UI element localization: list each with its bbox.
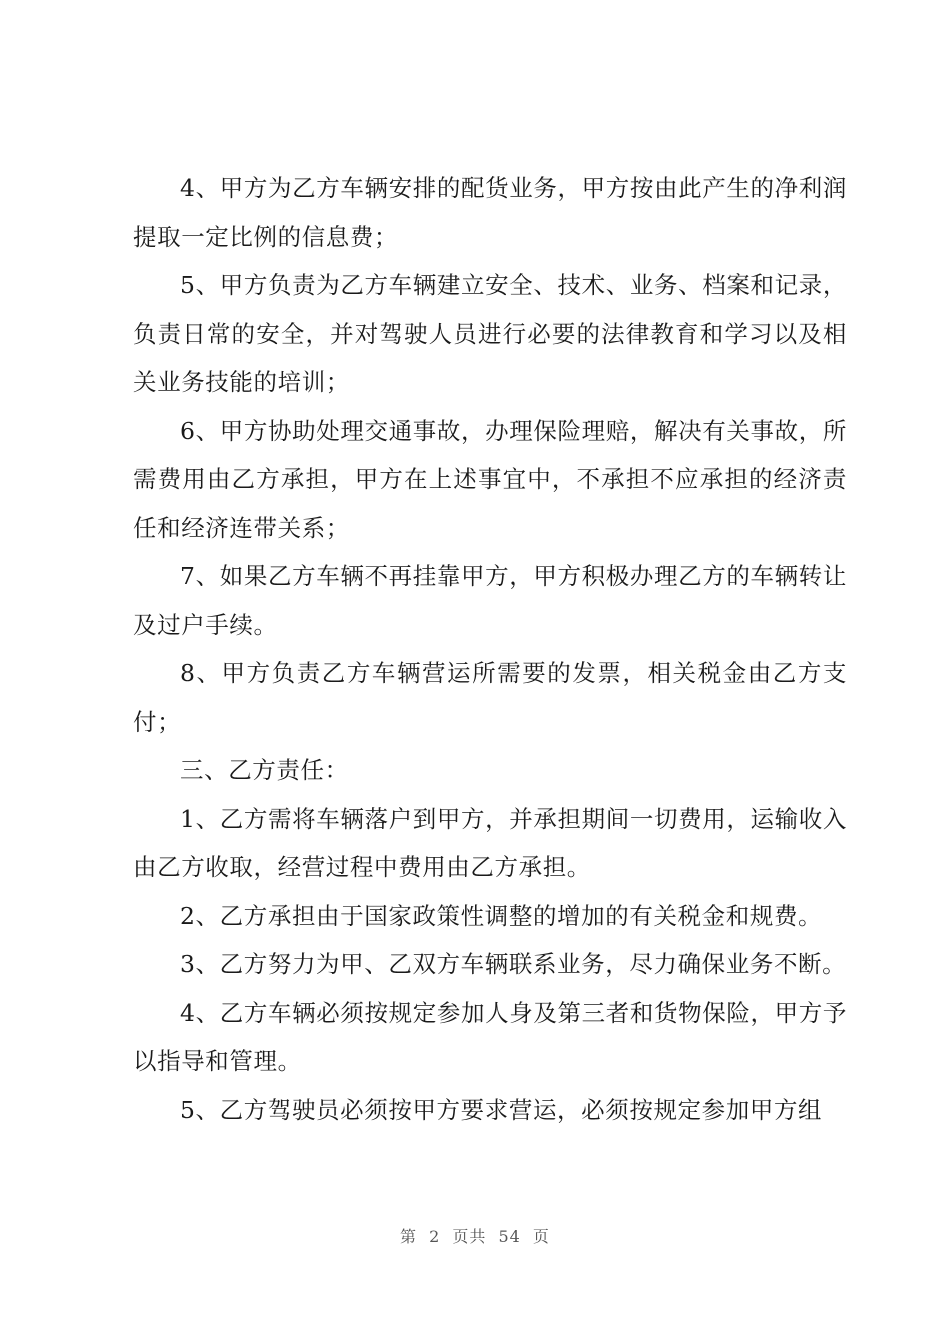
document-body: [133, 164, 847, 1134]
paragraph: 5、乙方驾驶员必须按甲方要求营运，必须按规定参加甲方组: [180, 1095, 823, 1124]
paragraph: 2、乙方承担由于国家政策性调整的增加的有关税金和规费。: [180, 901, 823, 930]
page-number-footer: 第 2 页共 54 页: [400, 1227, 550, 1246]
paragraph: 7、如果乙方车辆不再挂靠甲方，甲方积极办理乙方的车辆转让及过户手续。: [133, 562, 847, 639]
paragraph: 4、甲方为乙方车辆安排的配货业务，甲方按由此产生的净利润提取一定比例的信息费；: [133, 174, 847, 251]
paragraph: 3、乙方努力为甲、乙双方车辆联系业务，尽力确保业务不断。: [180, 950, 847, 978]
paragraph: 8、甲方负责乙方车辆营运所需要的发票，相关税金由乙方支付；: [133, 659, 847, 736]
section-heading: 三、乙方责任：: [180, 756, 349, 784]
paragraph: 5、甲方负责为乙方车辆建立安全、技术、业务、档案和记录，负责日常的安全，并对驾驶人员进行必要的法律教育和学习以及相关业务技能的培训；: [133, 271, 847, 396]
paragraph: 6、甲方协助处理交通事故，办理保险理赔，解决有关事故，所需费用由乙方承担，甲方在上述事宜中，不承担不应承担的经济责任和经济连带关系；: [133, 416, 847, 542]
paragraph: 1、乙方需将车辆落户到甲方，并承担期间一切费用，运输收入由乙方收取，经营过程中费用由乙方承担。: [133, 804, 847, 881]
paragraph: 4、乙方车辆必须按规定参加人身及第三者和货物保险，甲方予以指导和管理。: [133, 998, 847, 1075]
